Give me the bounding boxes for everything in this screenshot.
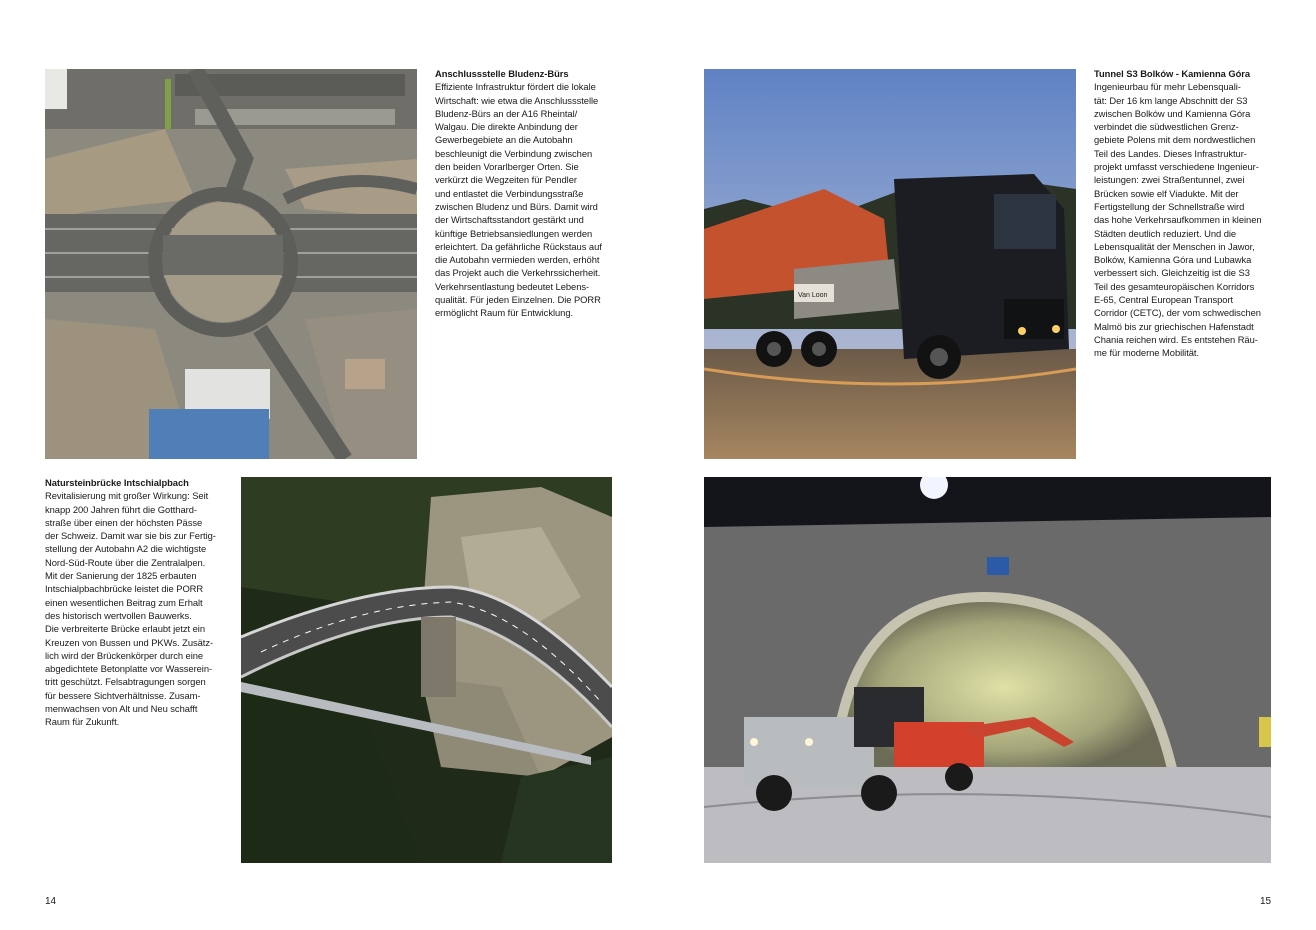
article-text-line: lich wird der Brückenkörper durch eine [45, 649, 204, 661]
article-text-line: Corridor (CETC), der vom schwedischen [1094, 307, 1261, 319]
article-text-line: Gewerbegebiete an die Autobahn [435, 134, 573, 146]
article-text-line: Nord-Süd-Route über die Zentralalpen. [45, 556, 206, 568]
article-text-line: das Projekt auch die Verkehrssicherheit. [435, 267, 601, 279]
article-text-line: der Wirtschaftsstandort gestärkt und [435, 214, 584, 226]
article-text-line: Verkehrsentlastung bedeutet Lebens- [435, 280, 590, 292]
truck-sign-text: Van Loon [798, 292, 828, 299]
article-text-line: gebiete Polens mit dem nordwestlichen [1094, 134, 1256, 146]
article-text-line: Bolków, Kamienna Góra und Lubawka [1094, 254, 1252, 266]
photo-truck [704, 69, 1076, 459]
article-intschialpbach [45, 476, 235, 729]
article-text-line: verbindet die südwestlichen Grenz- [1094, 121, 1239, 133]
article-text-line: verbessert sich. Gleichzeitig ist die S3 [1094, 267, 1250, 279]
article-text-line: den beiden Vorarlberger Orten. Sie [435, 161, 579, 173]
article-title: Anschlussstelle Bludenz-Bürs [435, 68, 569, 79]
article-text-line: Mit der Sanierung der 1825 erbauten [45, 570, 197, 582]
article-title: Tunnel S3 Bolków - Kamienna Góra [1094, 68, 1251, 79]
page-number-right: 15 [1260, 896, 1272, 907]
photo-tunnel-drilling [704, 477, 1271, 863]
article-text-line: Ingenieurbau für mehr Lebensquali- [1094, 81, 1241, 93]
article-text-line: straße über einen der höchsten Pässe [45, 516, 203, 528]
article-text-line: projekt umfasst verschiedene Ingenieur- [1094, 161, 1259, 173]
article-text-line: die Autobahn vermieden werden, erhöht [435, 254, 600, 266]
photo-roundabout-aerial [45, 69, 417, 459]
photo-stone-bridge [241, 477, 612, 863]
article-text-line: Lebensqualität der Menschen in Jawor, [1094, 240, 1255, 252]
article-text-line: leistungen: zwei Straßentunnel, zwei [1094, 174, 1245, 186]
article-text-line: verkürzt die Wegzeiten für Pendler [435, 174, 577, 186]
article-text-line: menwachsen von Alt und Neu schafft [45, 703, 198, 715]
article-text-line: Teil des Landes. Dieses Infrastruktur- [1094, 147, 1247, 159]
article-title: Natursteinbrücke Intschialpbach [45, 477, 189, 488]
article-text-line: tät: Der 16 km lange Abschnitt der S3 [1094, 94, 1248, 106]
article-text-line: Brücken sowie elf Viadukte. Mit der [1094, 187, 1239, 199]
article-text-line: Walgau. Die direkte Anbindung der [435, 121, 578, 133]
article-text-line: Die verbreiterte Brücke erlaubt jetzt ein [45, 623, 206, 635]
article-text-line: Malmö bis zur griechischen Hafenstadt [1094, 320, 1254, 332]
article-text-line: Wirtschaft: wie etwa die Anschlussstelle [435, 94, 599, 106]
article-tunnel [1094, 67, 1294, 360]
article-text-line: Intschialpbachbrücke leistet die PORR [45, 583, 204, 595]
article-text-line: zwischen Bolków und Kamienna Góra [1094, 107, 1251, 119]
article-text-line: me für moderne Mobilität. [1094, 347, 1200, 359]
article-text-line: einen wesentlichen Beitrag zum Erhalt [45, 596, 203, 608]
article-text-line: Bludenz-Bürs an der A16 Rheintal/ [435, 107, 578, 119]
article-text-line: zwischen Bludenz und Bürs. Damit wird [435, 200, 598, 212]
article-text-line: des historisch wertvollen Bauwerks. [45, 609, 192, 621]
article-text-line: Städten deutlich reduziert. Und die [1094, 227, 1237, 239]
article-text-line: für bessere Sichtverhältnisse. Zusam- [45, 689, 201, 701]
article-text-line: künftige Betriebsansiedlungen werden [435, 227, 593, 239]
article-bludenz [435, 67, 655, 320]
article-text-line: qualität. Für jeden Einzelnen. Die PORR [435, 294, 601, 306]
article-text-line: Chania reichen wird. Es entstehen Räu- [1094, 333, 1258, 345]
article-text-line: Effiziente Infrastruktur fördert die lokale [435, 81, 596, 93]
article-text-line: ermöglicht Raum für Entwicklung. [435, 307, 574, 319]
article-text-line: das hohe Verkehrsaufkommen in kleinen [1094, 214, 1262, 226]
article-text-line: der Schweiz. Damit war sie bis zur Fertig- [45, 530, 216, 542]
article-text-line: stellung der Autobahn A2 die wichtigste [45, 543, 207, 555]
article-text-line: Fertigstellung der Schnellstraße wird [1094, 200, 1245, 212]
article-text-line: Kreuzen von Bussen und PKWs. Zusätz- [45, 636, 214, 648]
article-text-line: tritt geschützt. Felsabtragungen sorgen [45, 676, 206, 688]
article-text-line: E-65, Central European Transport [1094, 294, 1234, 306]
article-text-line: erleichtert. Da gefährliche Rückstaus auf [435, 240, 602, 252]
article-text-line: knapp 200 Jahren führt die Gotthard- [45, 503, 197, 515]
article-text-line: Raum für Zukunft. [45, 716, 120, 728]
article-text-line: Revitalisierung mit großer Wirkung: Seit [45, 490, 209, 502]
page-number-left: 14 [45, 896, 57, 907]
article-text-line: und entlastet die Verbindungsstraße [435, 187, 584, 199]
article-text-line: abgedichtete Betonplatte vor Wasserein- [45, 663, 213, 675]
article-text-line: beschleunigt die Verbindung zwischen [435, 147, 593, 159]
article-text-line: Teil des gesamteuropäischen Korridors [1094, 280, 1255, 292]
